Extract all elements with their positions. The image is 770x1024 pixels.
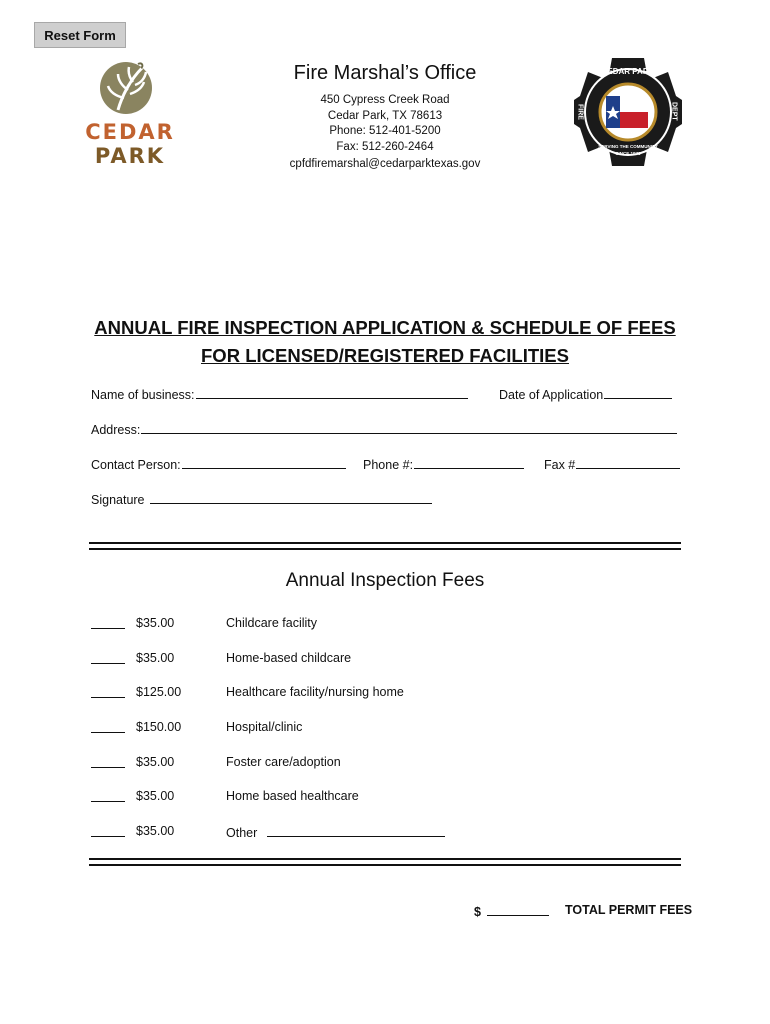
badge-bottom-text: SERVING THE COMMUNITY bbox=[598, 144, 658, 149]
total-currency: $ bbox=[474, 905, 481, 919]
badge-left-text: FIRE bbox=[576, 104, 584, 120]
cedar-park-logo bbox=[78, 58, 182, 168]
signature-label: Signature bbox=[91, 493, 145, 507]
office-email: cpfdfiremarshal@cedarparktexas.gov bbox=[289, 158, 481, 170]
office-address-line2: Cedar Park, TX 78613 bbox=[327, 109, 443, 122]
total-amount-field bbox=[474, 903, 549, 919]
office-title: Fire Marshal’s Office bbox=[293, 62, 477, 84]
fee-description: Home-based childcare bbox=[226, 651, 352, 665]
fee-description-other bbox=[226, 824, 445, 840]
section-divider-bottom bbox=[89, 858, 681, 866]
office-header bbox=[240, 62, 530, 173]
date-label: Date of Application bbox=[499, 388, 604, 402]
form-title-line1: ANNUAL FIRE INSPECTION APPLICATION & SCHEDULE OF FEES bbox=[94, 317, 676, 338]
fee-row bbox=[91, 616, 681, 634]
total-amount-input[interactable] bbox=[487, 903, 549, 916]
fee-checkbox-blank[interactable] bbox=[91, 836, 125, 837]
fee-description: Healthcare facility/nursing home bbox=[226, 685, 404, 699]
fee-checkbox-blank[interactable] bbox=[91, 801, 125, 802]
fee-amount: $150.00 bbox=[136, 720, 182, 734]
address-field bbox=[91, 421, 677, 437]
phone-input[interactable] bbox=[414, 456, 524, 469]
address-input[interactable] bbox=[141, 421, 677, 434]
logo-word-park: PARK bbox=[94, 144, 166, 168]
fax-label: Fax # bbox=[544, 458, 576, 472]
fee-description: Other bbox=[226, 826, 258, 840]
phone-field bbox=[363, 456, 524, 472]
form-title-line2: FOR LICENSED/REGISTERED FACILITIES bbox=[201, 345, 569, 366]
fee-row bbox=[91, 789, 681, 807]
badge-since-text: SINCE 1973 bbox=[615, 151, 641, 156]
fee-checkbox-blank[interactable] bbox=[91, 767, 125, 768]
reset-form-button[interactable]: Reset Form bbox=[34, 22, 126, 48]
date-field bbox=[499, 386, 672, 402]
fee-row bbox=[91, 651, 681, 669]
fee-checkbox-blank[interactable] bbox=[91, 663, 125, 664]
signature-input[interactable] bbox=[150, 491, 432, 504]
fee-description: Hospital/clinic bbox=[226, 720, 303, 734]
address-label: Address: bbox=[91, 423, 141, 437]
business-field bbox=[91, 386, 468, 402]
fee-amount: $35.00 bbox=[136, 616, 175, 630]
fee-description: Childcare facility bbox=[226, 616, 318, 630]
office-phone: Phone: 512-401-5200 bbox=[329, 125, 441, 137]
fee-description: Home based healthcare bbox=[226, 789, 359, 803]
fee-checkbox-blank[interactable] bbox=[91, 732, 125, 733]
office-fax: Fax: 512-260-2464 bbox=[336, 140, 434, 153]
fax-input[interactable] bbox=[576, 456, 680, 469]
badge-top-text: CEDAR PARK bbox=[601, 67, 655, 76]
fee-row bbox=[91, 824, 681, 842]
date-input[interactable] bbox=[604, 386, 672, 399]
fee-row bbox=[91, 720, 681, 738]
badge-right-text: DEPT bbox=[670, 102, 678, 121]
business-input[interactable] bbox=[196, 386, 468, 399]
fee-amount: $35.00 bbox=[136, 755, 175, 769]
other-description-input[interactable] bbox=[267, 824, 445, 837]
fee-amount: $35.00 bbox=[136, 789, 175, 803]
fee-row bbox=[91, 685, 681, 703]
section-divider-top bbox=[89, 542, 681, 550]
fee-amount: $35.00 bbox=[136, 651, 175, 665]
logo-word-cedar: CEDAR bbox=[85, 120, 175, 144]
fees-title: Annual Inspection Fees bbox=[285, 570, 485, 591]
fire-dept-badge-icon bbox=[572, 56, 684, 168]
fax-field bbox=[544, 456, 680, 472]
contact-field bbox=[91, 456, 346, 472]
fee-amount: $125.00 bbox=[136, 685, 182, 699]
total-label: TOTAL PERMIT FEES bbox=[565, 903, 693, 917]
phone-label: Phone #: bbox=[363, 458, 414, 472]
contact-input[interactable] bbox=[182, 456, 346, 469]
business-label: Name of business: bbox=[91, 388, 195, 402]
contact-label: Contact Person: bbox=[91, 458, 181, 472]
fee-amount: $35.00 bbox=[136, 824, 175, 838]
form-title bbox=[40, 314, 730, 370]
signature-field bbox=[91, 491, 432, 507]
cedar-leaf-icon bbox=[78, 58, 182, 120]
fee-checkbox-blank[interactable] bbox=[91, 697, 125, 698]
fee-description: Foster care/adoption bbox=[226, 755, 341, 769]
fee-row bbox=[91, 755, 681, 773]
office-address-line1: 450 Cypress Creek Road bbox=[320, 94, 450, 106]
fee-checkbox-blank[interactable] bbox=[91, 628, 125, 629]
